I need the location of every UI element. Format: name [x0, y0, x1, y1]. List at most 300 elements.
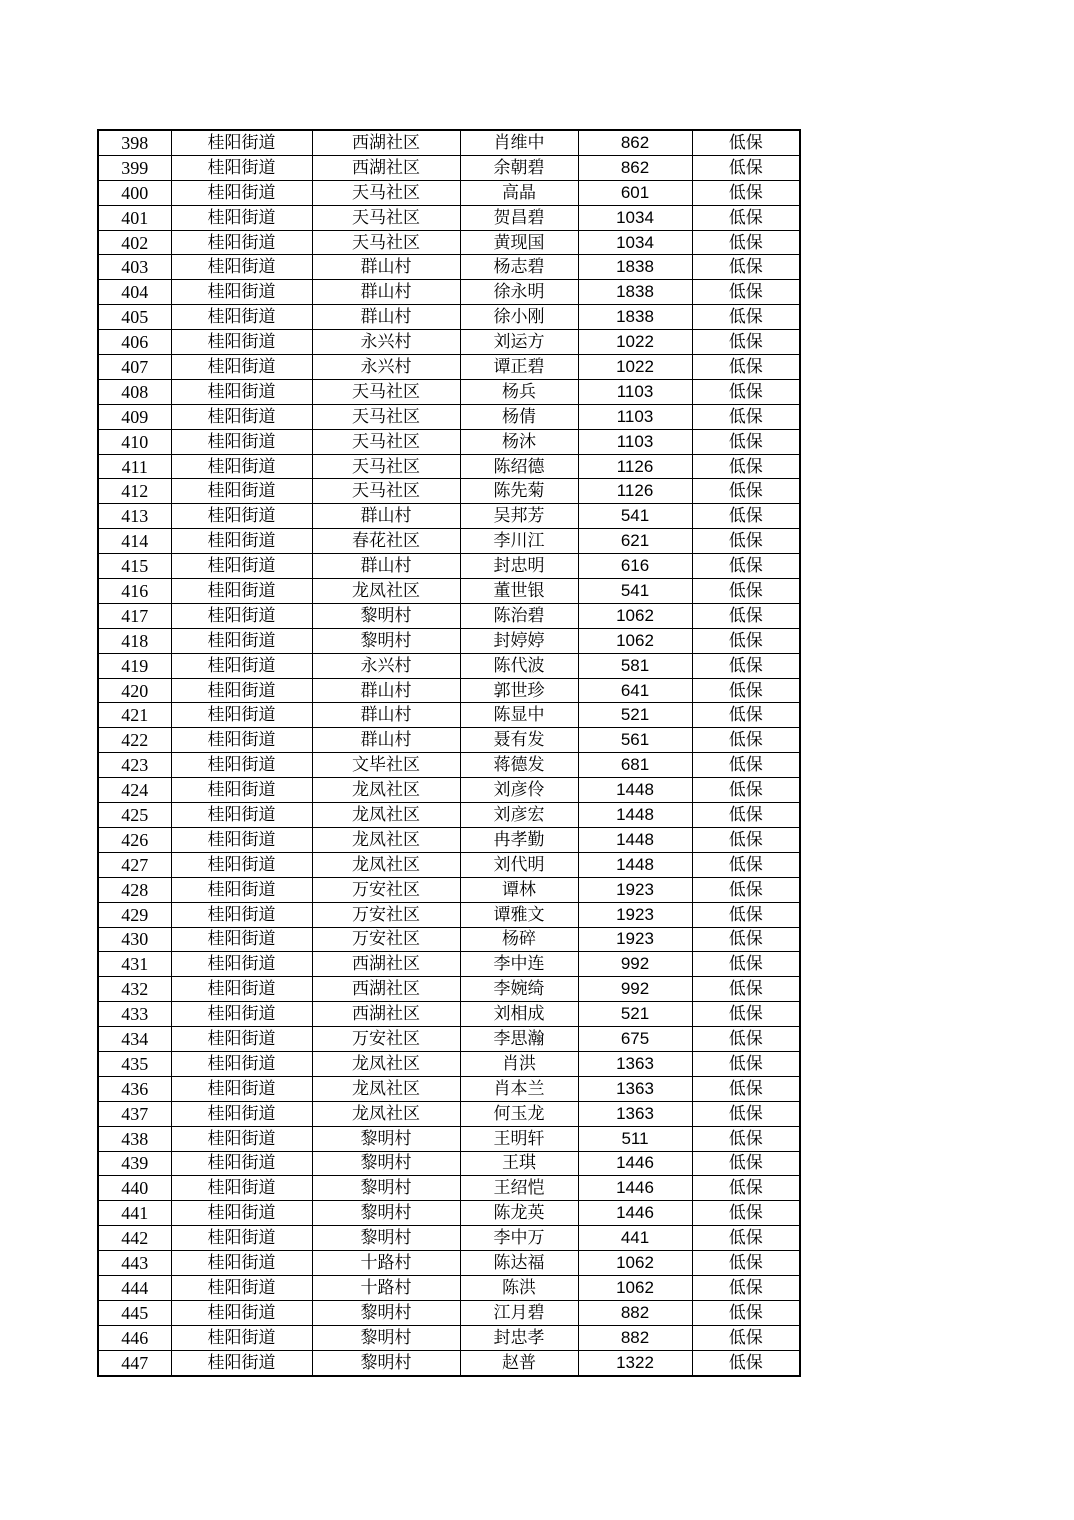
cell-serial-number: 438: [98, 1126, 171, 1151]
cell-amount: 1022: [578, 330, 692, 355]
cell-type: 低保: [692, 429, 800, 454]
cell-street: 桂阳街道: [171, 504, 312, 529]
cell-street: 桂阳街道: [171, 1325, 312, 1350]
cell-name: 李中连: [460, 952, 578, 977]
cell-street: 桂阳街道: [171, 205, 312, 230]
cell-community: 黎明村: [312, 603, 460, 628]
cell-amount: 1062: [578, 1251, 692, 1276]
cell-amount: 1448: [578, 827, 692, 852]
cell-street: 桂阳街道: [171, 902, 312, 927]
cell-amount: 1062: [578, 628, 692, 653]
cell-street: 桂阳街道: [171, 1350, 312, 1375]
table-row: [98, 1275, 800, 1300]
cell-type: 低保: [692, 977, 800, 1002]
cell-street: 桂阳街道: [171, 1051, 312, 1076]
cell-community: 永兴村: [312, 355, 460, 380]
cell-street: 桂阳街道: [171, 1126, 312, 1151]
cell-community: 龙凤社区: [312, 579, 460, 604]
cell-name: 李川江: [460, 529, 578, 554]
cell-street: 桂阳街道: [171, 1251, 312, 1276]
cell-street: 桂阳街道: [171, 1201, 312, 1226]
cell-name: 徐永明: [460, 280, 578, 305]
cell-serial-number: 407: [98, 355, 171, 380]
cell-name: 郭世珍: [460, 678, 578, 703]
cell-street: 桂阳街道: [171, 130, 312, 155]
cell-community: 群山村: [312, 728, 460, 753]
cell-street: 桂阳街道: [171, 305, 312, 330]
cell-type: 低保: [692, 628, 800, 653]
cell-name: 吴邦芳: [460, 504, 578, 529]
cell-amount: 1363: [578, 1051, 692, 1076]
cell-amount: 1363: [578, 1101, 692, 1126]
cell-street: 桂阳街道: [171, 678, 312, 703]
cell-type: 低保: [692, 205, 800, 230]
table-row: [98, 678, 800, 703]
table-row: [98, 404, 800, 429]
table-row: [98, 1201, 800, 1226]
cell-community: 龙凤社区: [312, 827, 460, 852]
cell-name: 聂有发: [460, 728, 578, 753]
table-row: [98, 852, 800, 877]
cell-street: 桂阳街道: [171, 1002, 312, 1027]
cell-street: 桂阳街道: [171, 1027, 312, 1052]
cell-amount: 511: [578, 1126, 692, 1151]
cell-serial-number: 432: [98, 977, 171, 1002]
cell-name: 刘代明: [460, 852, 578, 877]
cell-amount: 1062: [578, 603, 692, 628]
cell-community: 西湖社区: [312, 977, 460, 1002]
cell-community: 群山村: [312, 504, 460, 529]
table-row: [98, 180, 800, 205]
cell-type: 低保: [692, 1226, 800, 1251]
cell-amount: 1838: [578, 280, 692, 305]
cell-serial-number: 445: [98, 1300, 171, 1325]
cell-amount: 1446: [578, 1176, 692, 1201]
cell-name: 封婷婷: [460, 628, 578, 653]
cell-amount: 561: [578, 728, 692, 753]
table-row: [98, 1300, 800, 1325]
cell-name: 封忠明: [460, 554, 578, 579]
table-row: [98, 703, 800, 728]
cell-amount: 862: [578, 130, 692, 155]
table-row: [98, 1027, 800, 1052]
cell-amount: 1923: [578, 877, 692, 902]
cell-type: 低保: [692, 728, 800, 753]
cell-serial-number: 423: [98, 753, 171, 778]
cell-serial-number: 401: [98, 205, 171, 230]
cell-amount: 992: [578, 952, 692, 977]
cell-type: 低保: [692, 1101, 800, 1126]
cell-serial-number: 403: [98, 255, 171, 280]
cell-serial-number: 412: [98, 479, 171, 504]
cell-type: 低保: [692, 479, 800, 504]
cell-serial-number: 408: [98, 379, 171, 404]
cell-type: 低保: [692, 653, 800, 678]
cell-street: 桂阳街道: [171, 603, 312, 628]
cell-type: 低保: [692, 155, 800, 180]
cell-street: 桂阳街道: [171, 653, 312, 678]
cell-name: 徐小刚: [460, 305, 578, 330]
cell-street: 桂阳街道: [171, 753, 312, 778]
cell-name: 黄现国: [460, 230, 578, 255]
cell-serial-number: 410: [98, 429, 171, 454]
table-row: [98, 1350, 800, 1375]
cell-amount: 581: [578, 653, 692, 678]
cell-street: 桂阳街道: [171, 280, 312, 305]
cell-serial-number: 431: [98, 952, 171, 977]
cell-street: 桂阳街道: [171, 1151, 312, 1176]
table-row: [98, 1325, 800, 1350]
cell-community: 天马社区: [312, 205, 460, 230]
cell-name: 陈达福: [460, 1251, 578, 1276]
cell-amount: 681: [578, 753, 692, 778]
cell-street: 桂阳街道: [171, 330, 312, 355]
cell-street: 桂阳街道: [171, 952, 312, 977]
cell-name: 江月碧: [460, 1300, 578, 1325]
cell-type: 低保: [692, 1176, 800, 1201]
cell-community: 天马社区: [312, 379, 460, 404]
cell-street: 桂阳街道: [171, 180, 312, 205]
cell-serial-number: 439: [98, 1151, 171, 1176]
cell-name: 杨碎: [460, 927, 578, 952]
cell-type: 低保: [692, 852, 800, 877]
table-row: [98, 1101, 800, 1126]
cell-name: 封忠孝: [460, 1325, 578, 1350]
cell-type: 低保: [692, 927, 800, 952]
cell-serial-number: 409: [98, 404, 171, 429]
cell-name: 余朝碧: [460, 155, 578, 180]
cell-name: 冉孝勤: [460, 827, 578, 852]
cell-street: 桂阳街道: [171, 927, 312, 952]
cell-amount: 1448: [578, 803, 692, 828]
table-row: [98, 554, 800, 579]
cell-amount: 541: [578, 579, 692, 604]
table-row: [98, 280, 800, 305]
cell-name: 王琪: [460, 1151, 578, 1176]
table-row: [98, 653, 800, 678]
cell-amount: 641: [578, 678, 692, 703]
cell-type: 低保: [692, 1201, 800, 1226]
cell-amount: 521: [578, 703, 692, 728]
cell-type: 低保: [692, 355, 800, 380]
cell-amount: 1103: [578, 404, 692, 429]
cell-street: 桂阳街道: [171, 852, 312, 877]
cell-street: 桂阳街道: [171, 703, 312, 728]
table-row: [98, 603, 800, 628]
cell-name: 何玉龙: [460, 1101, 578, 1126]
cell-name: 杨沐: [460, 429, 578, 454]
cell-street: 桂阳街道: [171, 429, 312, 454]
cell-serial-number: 422: [98, 728, 171, 753]
cell-type: 低保: [692, 305, 800, 330]
cell-type: 低保: [692, 1076, 800, 1101]
cell-community: 天马社区: [312, 404, 460, 429]
cell-amount: 521: [578, 1002, 692, 1027]
table-row: [98, 230, 800, 255]
cell-name: 李中万: [460, 1226, 578, 1251]
table-row: [98, 927, 800, 952]
cell-street: 桂阳街道: [171, 778, 312, 803]
cell-type: 低保: [692, 827, 800, 852]
cell-community: 西湖社区: [312, 130, 460, 155]
cell-type: 低保: [692, 579, 800, 604]
table-row: [98, 130, 800, 155]
cell-type: 低保: [692, 454, 800, 479]
cell-community: 万安社区: [312, 877, 460, 902]
cell-name: 陈代波: [460, 653, 578, 678]
cell-name: 陈治碧: [460, 603, 578, 628]
cell-community: 天马社区: [312, 429, 460, 454]
cell-type: 低保: [692, 230, 800, 255]
table-row: [98, 877, 800, 902]
cell-street: 桂阳街道: [171, 255, 312, 280]
cell-serial-number: 437: [98, 1101, 171, 1126]
cell-serial-number: 400: [98, 180, 171, 205]
cell-amount: 1034: [578, 230, 692, 255]
cell-amount: 1062: [578, 1275, 692, 1300]
cell-community: 西湖社区: [312, 1002, 460, 1027]
cell-serial-number: 443: [98, 1251, 171, 1276]
cell-amount: 862: [578, 155, 692, 180]
cell-name: 刘彦宏: [460, 803, 578, 828]
cell-type: 低保: [692, 379, 800, 404]
cell-name: 陈显中: [460, 703, 578, 728]
cell-type: 低保: [692, 753, 800, 778]
cell-street: 桂阳街道: [171, 1101, 312, 1126]
table-row: [98, 628, 800, 653]
cell-type: 低保: [692, 1251, 800, 1276]
table-row: [98, 1126, 800, 1151]
cell-community: 十路村: [312, 1275, 460, 1300]
cell-name: 陈先菊: [460, 479, 578, 504]
cell-serial-number: 434: [98, 1027, 171, 1052]
table-row: [98, 1076, 800, 1101]
cell-street: 桂阳街道: [171, 728, 312, 753]
cell-street: 桂阳街道: [171, 877, 312, 902]
cell-name: 贺昌碧: [460, 205, 578, 230]
cell-serial-number: 404: [98, 280, 171, 305]
cell-serial-number: 418: [98, 628, 171, 653]
table-row: [98, 952, 800, 977]
cell-street: 桂阳街道: [171, 977, 312, 1002]
cell-community: 群山村: [312, 703, 460, 728]
cell-serial-number: 435: [98, 1051, 171, 1076]
cell-serial-number: 411: [98, 454, 171, 479]
cell-community: 群山村: [312, 678, 460, 703]
cell-name: 肖维中: [460, 130, 578, 155]
cell-amount: 882: [578, 1300, 692, 1325]
table-row: [98, 579, 800, 604]
table-row: [98, 778, 800, 803]
cell-street: 桂阳街道: [171, 1076, 312, 1101]
cell-type: 低保: [692, 529, 800, 554]
cell-amount: 441: [578, 1226, 692, 1251]
cell-community: 春花社区: [312, 529, 460, 554]
table-row: [98, 479, 800, 504]
cell-community: 天马社区: [312, 479, 460, 504]
cell-community: 永兴村: [312, 330, 460, 355]
cell-serial-number: 426: [98, 827, 171, 852]
cell-amount: 1838: [578, 305, 692, 330]
cell-street: 桂阳街道: [171, 1300, 312, 1325]
cell-name: 刘彦伶: [460, 778, 578, 803]
cell-street: 桂阳街道: [171, 1226, 312, 1251]
cell-type: 低保: [692, 778, 800, 803]
cell-name: 肖本兰: [460, 1076, 578, 1101]
cell-serial-number: 425: [98, 803, 171, 828]
cell-name: 谭正碧: [460, 355, 578, 380]
cell-community: 黎明村: [312, 1176, 460, 1201]
cell-community: 天马社区: [312, 454, 460, 479]
cell-type: 低保: [692, 877, 800, 902]
cell-community: 群山村: [312, 554, 460, 579]
cell-amount: 601: [578, 180, 692, 205]
cell-amount: 1034: [578, 205, 692, 230]
cell-serial-number: 436: [98, 1076, 171, 1101]
cell-community: 天马社区: [312, 180, 460, 205]
cell-street: 桂阳街道: [171, 628, 312, 653]
cell-name: 王明轩: [460, 1126, 578, 1151]
cell-serial-number: 447: [98, 1350, 171, 1375]
cell-amount: 541: [578, 504, 692, 529]
table-body: [98, 130, 800, 1376]
table-row: [98, 454, 800, 479]
cell-community: 黎明村: [312, 1350, 460, 1375]
cell-type: 低保: [692, 952, 800, 977]
cell-type: 低保: [692, 1350, 800, 1375]
table-row: [98, 205, 800, 230]
cell-community: 龙凤社区: [312, 852, 460, 877]
table-row: [98, 155, 800, 180]
cell-serial-number: 424: [98, 778, 171, 803]
cell-street: 桂阳街道: [171, 404, 312, 429]
cell-name: 赵普: [460, 1350, 578, 1375]
table-row: [98, 1151, 800, 1176]
table-row: [98, 827, 800, 852]
cell-amount: 882: [578, 1325, 692, 1350]
cell-community: 黎明村: [312, 628, 460, 653]
cell-name: 蒋德发: [460, 753, 578, 778]
cell-amount: 1022: [578, 355, 692, 380]
cell-community: 龙凤社区: [312, 1076, 460, 1101]
table-row: [98, 902, 800, 927]
cell-type: 低保: [692, 678, 800, 703]
cell-amount: 992: [578, 977, 692, 1002]
cell-type: 低保: [692, 330, 800, 355]
cell-community: 万安社区: [312, 927, 460, 952]
cell-community: 群山村: [312, 305, 460, 330]
cell-serial-number: 398: [98, 130, 171, 155]
cell-amount: 621: [578, 529, 692, 554]
table-row: [98, 1002, 800, 1027]
cell-amount: 1126: [578, 479, 692, 504]
cell-serial-number: 402: [98, 230, 171, 255]
cell-name: 肖洪: [460, 1051, 578, 1076]
cell-name: 杨兵: [460, 379, 578, 404]
cell-serial-number: 442: [98, 1226, 171, 1251]
table-row: [98, 1226, 800, 1251]
cell-street: 桂阳街道: [171, 554, 312, 579]
cell-street: 桂阳街道: [171, 529, 312, 554]
cell-name: 杨倩: [460, 404, 578, 429]
cell-community: 万安社区: [312, 902, 460, 927]
cell-community: 黎明村: [312, 1300, 460, 1325]
cell-street: 桂阳街道: [171, 803, 312, 828]
table-row: [98, 305, 800, 330]
cell-amount: 1923: [578, 927, 692, 952]
table-row: [98, 379, 800, 404]
cell-community: 西湖社区: [312, 952, 460, 977]
cell-amount: 1103: [578, 379, 692, 404]
cell-type: 低保: [692, 703, 800, 728]
cell-amount: 1446: [578, 1201, 692, 1226]
cell-community: 群山村: [312, 255, 460, 280]
cell-type: 低保: [692, 255, 800, 280]
cell-serial-number: 430: [98, 927, 171, 952]
cell-street: 桂阳街道: [171, 454, 312, 479]
cell-community: 十路村: [312, 1251, 460, 1276]
cell-name: 高晶: [460, 180, 578, 205]
cell-serial-number: 417: [98, 603, 171, 628]
cell-amount: 675: [578, 1027, 692, 1052]
cell-name: 谭林: [460, 877, 578, 902]
cell-type: 低保: [692, 504, 800, 529]
data-table: [97, 129, 801, 1377]
cell-community: 黎明村: [312, 1201, 460, 1226]
table-row: [98, 1251, 800, 1276]
cell-street: 桂阳街道: [171, 1176, 312, 1201]
cell-type: 低保: [692, 603, 800, 628]
cell-community: 文毕社区: [312, 753, 460, 778]
table-row: [98, 728, 800, 753]
cell-amount: 1126: [578, 454, 692, 479]
cell-name: 王绍恺: [460, 1176, 578, 1201]
cell-serial-number: 429: [98, 902, 171, 927]
cell-community: 永兴村: [312, 653, 460, 678]
table-row: [98, 803, 800, 828]
cell-street: 桂阳街道: [171, 827, 312, 852]
table-row: [98, 330, 800, 355]
cell-serial-number: 415: [98, 554, 171, 579]
cell-name: 李婉绮: [460, 977, 578, 1002]
cell-community: 黎明村: [312, 1325, 460, 1350]
cell-serial-number: 441: [98, 1201, 171, 1226]
cell-type: 低保: [692, 130, 800, 155]
table-row: [98, 977, 800, 1002]
cell-street: 桂阳街道: [171, 230, 312, 255]
cell-street: 桂阳街道: [171, 1275, 312, 1300]
table-row: [98, 753, 800, 778]
cell-amount: 1448: [578, 778, 692, 803]
cell-serial-number: 405: [98, 305, 171, 330]
cell-serial-number: 416: [98, 579, 171, 604]
cell-serial-number: 433: [98, 1002, 171, 1027]
cell-serial-number: 428: [98, 877, 171, 902]
cell-street: 桂阳街道: [171, 355, 312, 380]
table-row: [98, 504, 800, 529]
table-row: [98, 429, 800, 454]
cell-amount: 1103: [578, 429, 692, 454]
cell-serial-number: 414: [98, 529, 171, 554]
cell-type: 低保: [692, 1027, 800, 1052]
cell-community: 西湖社区: [312, 155, 460, 180]
cell-amount: 616: [578, 554, 692, 579]
cell-type: 低保: [692, 1002, 800, 1027]
cell-community: 万安社区: [312, 1027, 460, 1052]
cell-type: 低保: [692, 803, 800, 828]
cell-type: 低保: [692, 1126, 800, 1151]
cell-amount: 1446: [578, 1151, 692, 1176]
